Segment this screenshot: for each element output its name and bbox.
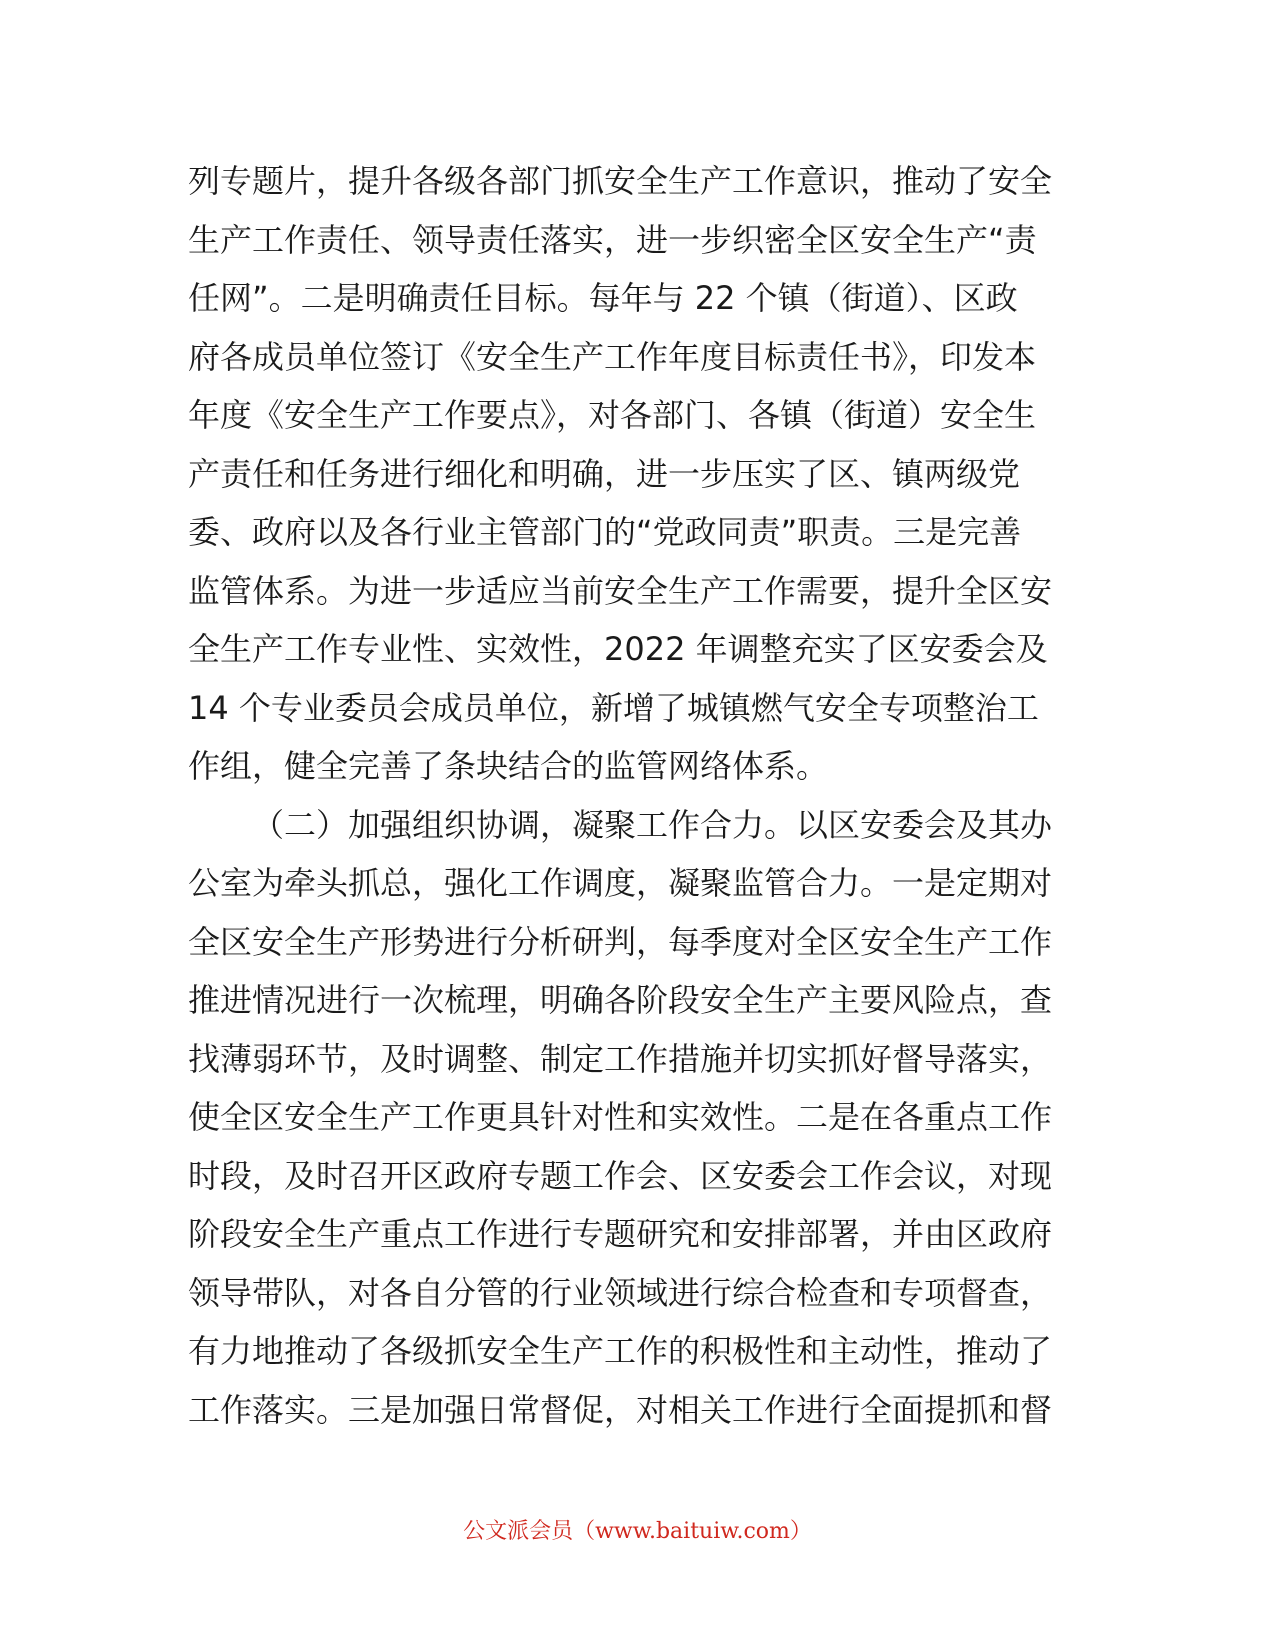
text-line: 14 个专业委员会成员单位，新增了城镇燃气安全专项整治工 bbox=[188, 688, 1039, 727]
text-line: 找薄弱环节，及时调整、制定工作措施并切实抓好督导落实， bbox=[188, 1039, 1053, 1078]
text-line: 使全区安全生产工作更具针对性和实效性。二是在各重点工作 bbox=[188, 1098, 1053, 1136]
text-line: 列专题片，提升各级各部门抓安全生产工作意识，推动了安全 bbox=[188, 162, 1053, 200]
text-line: 工作落实。三是加强日常督促，对相关工作进行全面提抓和督 bbox=[188, 1390, 1053, 1429]
text-line: 领导带队，对各自分管的行业领域进行综合检查和专项督查， bbox=[188, 1273, 1053, 1312]
text-line: 全区安全生产形势进行分析研判，每季度对全区安全生产工作 bbox=[188, 922, 1053, 961]
text-line: 任网”。二是明确责任目标。每年与 22 个镇（街道）、区政 bbox=[188, 279, 1018, 317]
text-line: 委、政府以及各行业主管部门的“党政同责”职责。三是完善 bbox=[188, 513, 1022, 551]
footer-watermark: 公文派会员（www.baituiw.com） bbox=[463, 1519, 812, 1544]
text-line: 生产工作责任、领导责任落实，进一步织密全区安全生产“责 bbox=[188, 220, 1037, 259]
text-line: 年度《安全生产工作要点》，对各部门、各镇（街道）安全生 bbox=[188, 396, 1037, 434]
text-line: 有力地推动了各级抓安全生产工作的积极性和主动性，推动了 bbox=[188, 1332, 1053, 1370]
text-line: 时段，及时召开区政府专题工作会、区安委会工作会议，对现 bbox=[188, 1156, 1053, 1195]
text-line: 产责任和任务进行细化和明确，进一步压实了区、镇两级党 bbox=[188, 454, 1021, 493]
text-line: 阶段安全生产重点工作进行专题研究和安排部署，并由区政府 bbox=[188, 1215, 1053, 1253]
text-line: 全生产工作专业性、实效性，2022 年调整充实了区安委会及 bbox=[188, 630, 1048, 668]
text-line: 作组，健全完善了条块结合的监管网络体系。 bbox=[188, 747, 829, 785]
paragraph-first-line: （二）加强组织协调，凝聚工作合力。以区安委会及其办 bbox=[252, 805, 1053, 844]
text-line: 推进情况进行一次梳理，明确各阶段安全生产主要风险点，查 bbox=[188, 981, 1053, 1019]
document-body bbox=[188, 152, 1088, 1439]
text-line: 公室为牵头抓总，强化工作调度，凝聚监管合力。一是定期对 bbox=[188, 864, 1053, 902]
text-line: 府各成员单位签订《安全生产工作年度目标责任书》，印发本 bbox=[188, 337, 1037, 376]
text-line: 监管体系。为进一步适应当前安全生产工作需要，提升全区安 bbox=[188, 571, 1053, 610]
